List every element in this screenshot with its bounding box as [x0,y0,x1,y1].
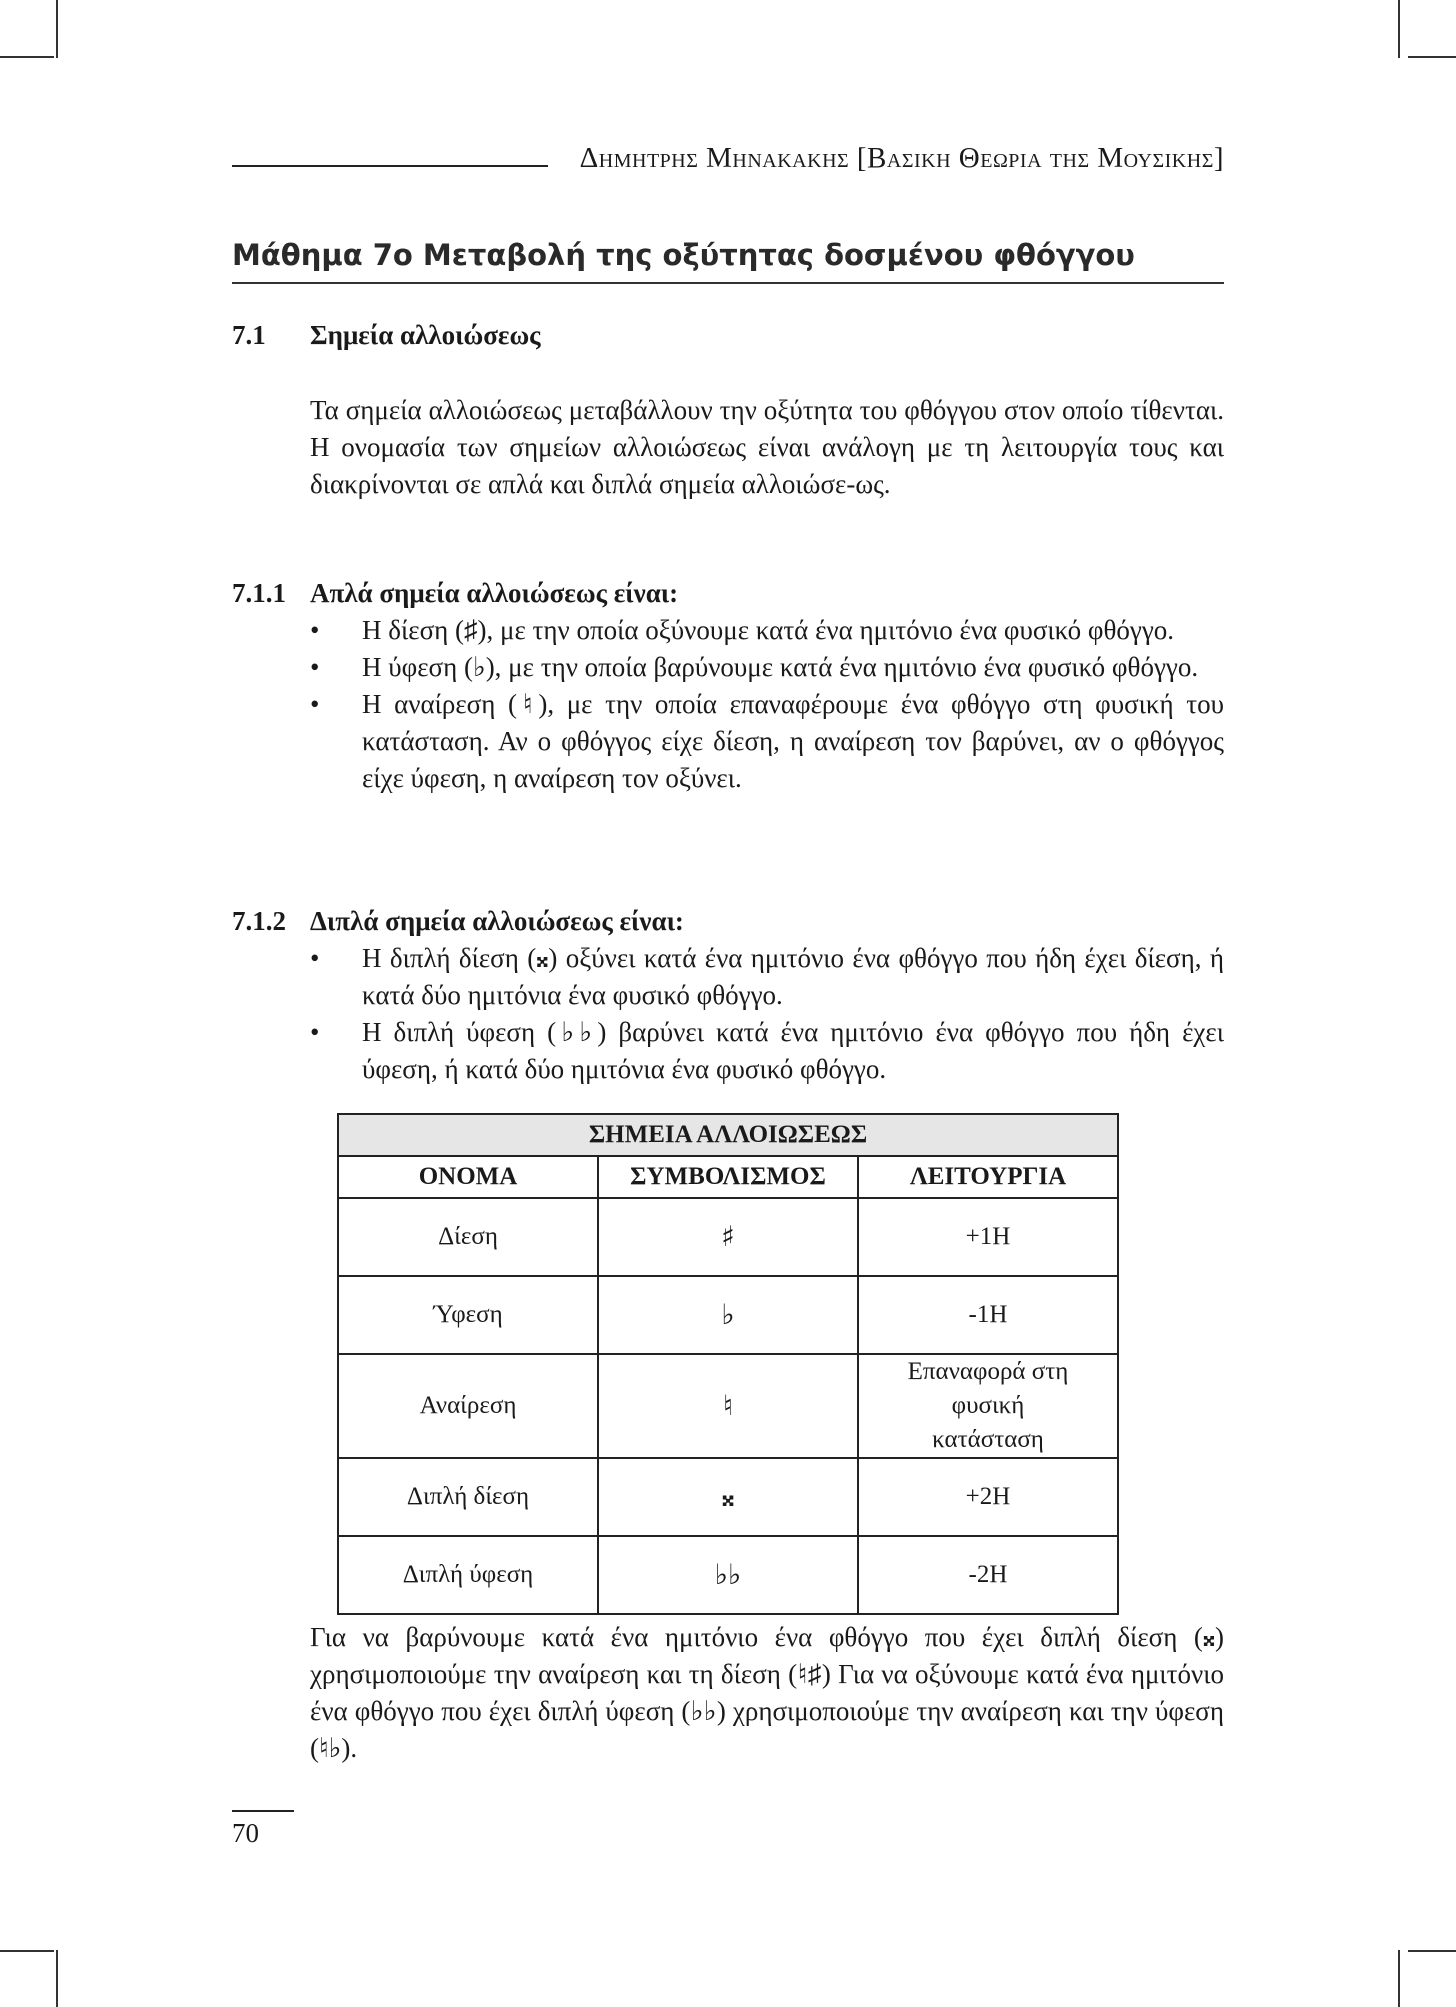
page-number-rule [232,1810,294,1812]
column-header-name: ΟΝΟΜΑ [338,1156,598,1198]
crop-mark [1398,0,1400,58]
table-cell-function: -2Η [858,1536,1118,1614]
section-7-1-paragraph: Τα σημεία αλλοιώσεως μεταβάλλουν την οξύτητα του φθόγγου στον οποίο τίθενται. Η ονομασία των σημείων αλλοιώσεως είναι ανάλογη με τη λειτουργία τους και διακρίνονται σε απλά και διπλά σημεία αλλοιώσε-ως. [310,395,1224,499]
section-number: 7.1 [232,320,266,350]
table-cell-name: Αναίρεση [338,1354,598,1458]
table-cell-function: +1Η [858,1198,1118,1276]
column-header-function: ΛΕΙΤΟΥΡΓΙΑ [858,1156,1118,1198]
table-cell-function: Επαναφορά στη φυσική κατάσταση [858,1354,1118,1458]
chapter-title: Μάθημα 7ο Μεταβολή της οξύτητας δοσμένου φθόγγου [232,238,1224,284]
table-row [338,1198,1118,1276]
bullet-icon: • [310,1017,320,1047]
list-item [310,612,1224,649]
list-item-text: Η διπλή ύφεση (♭♭) βαρύνει κατά ένα ημιτόνιο ένα φθόγγο που ήδη έχει ύφεση, ή κατά δύο ημιτόνια ένα φυσικό φθόγγο. [362,1017,1224,1084]
bullet-icon: • [310,943,320,973]
double-flat-icon: ♭♭ [598,1536,858,1614]
list-item [310,940,1224,1014]
list-item-text: Η διπλή δίεση (𝄪) οξύνει κατά ένα ημιτόνιο ένα φθόγγο που ήδη έχει δίεση, ή κατά δύο ημιτόνια ένα φυσικό φθόγγο. [362,943,1224,1010]
flat-icon: ♭ [598,1276,858,1354]
table-cell-function: +2Η [858,1458,1118,1536]
table-row [338,1276,1118,1354]
crop-mark [1408,56,1456,58]
table-header-row [338,1156,1118,1198]
crop-mark [1398,1950,1400,2007]
bullet-icon: • [310,652,320,682]
list-item [310,1014,1224,1088]
crop-mark [1408,1950,1456,1952]
closing-paragraph: Για να βαρύνουμε κατά ένα ημιτόνιο ένα φθόγγο που έχει διπλή δίεση (𝄪) χρησιμοποιούμε την αναίρεση και τη δίεση (♮♯) Για να οξύνουμε κατά ένα ημιτόνιο ένα φθόγγο που έχει διπλή ύφεση (♭♭) χρησιμοποιούμε την αναίρεση και την ύφεση (♮♭). [310,1622,1224,1763]
table-cell-name: Ύφεση [338,1276,598,1354]
list-item-text: Η αναίρεση (♮), με την οποία επαναφέρουμε ένα φθόγγο στη φυσική του κατάσταση. Αν ο φθόγγος είχε δίεση, η αναίρεση τον βαρύνει, αν ο φθόγγος είχε ύφεση, η αναίρεση τον οξύνει. [362,689,1224,793]
section-number: 7.1.1 [232,578,286,608]
crop-mark [0,1950,54,1952]
list-item [310,649,1224,686]
column-header-symbol: ΣΥΜΒΟΛΙΣΜΟΣ [598,1156,858,1198]
accidentals-table [337,1113,1119,1615]
simple-accidentals-list [310,612,1224,797]
table-row [338,1536,1118,1614]
table-row [338,1354,1118,1458]
double-sharp-icon: 𝄪 [598,1458,858,1536]
table-cell-name: Διπλή δίεση [338,1458,598,1536]
table-caption-row [338,1114,1118,1156]
list-item-text: Η ύφεση (♭), με την οποία βαρύνουμε κατά ένα ημιτόνιο ένα φυσικό φθόγγο. [362,652,1199,682]
table-row [338,1458,1118,1536]
crop-mark [0,56,54,58]
crop-mark [56,0,58,58]
table-cell-name: Δίεση [338,1198,598,1276]
section-heading-7-1-2 [232,906,684,937]
section-title: Διπλά σημεία αλλοιώσεως είναι: [310,906,684,936]
table-cell-function: -1Η [858,1276,1118,1354]
bullet-icon: • [310,689,320,719]
section-number: 7.1.2 [232,906,286,936]
table-cell-name: Διπλή ύφεση [338,1536,598,1614]
running-head-rule [232,165,548,167]
double-accidentals-list [310,940,1224,1088]
section-title: Απλά σημεία αλλοιώσεως είναι: [310,578,679,608]
running-head [232,142,1224,175]
crop-mark [56,1950,58,2007]
page-number: 70 [232,1818,259,1848]
list-item [310,686,1224,797]
table-caption: ΣΗΜΕΙΑ ΑΛΛΟΙΩΣΕΩΣ [338,1114,1118,1156]
section-heading-7-1 [232,320,541,351]
section-title: Σημεία αλλοιώσεως [310,320,541,350]
bullet-icon: • [310,615,320,645]
sharp-icon: ♯ [598,1198,858,1276]
natural-icon: ♮ [598,1354,858,1458]
running-head-text: Δημητρης Μηνακακης [Βασικη Θεωρια της Μουσικης] [579,142,1224,174]
list-item-text: Η δίεση (♯), με την οποία οξύνουμε κατά ένα ημιτόνιο ένα φυσικό φθόγγο. [362,615,1175,645]
section-heading-7-1-1 [232,578,678,609]
